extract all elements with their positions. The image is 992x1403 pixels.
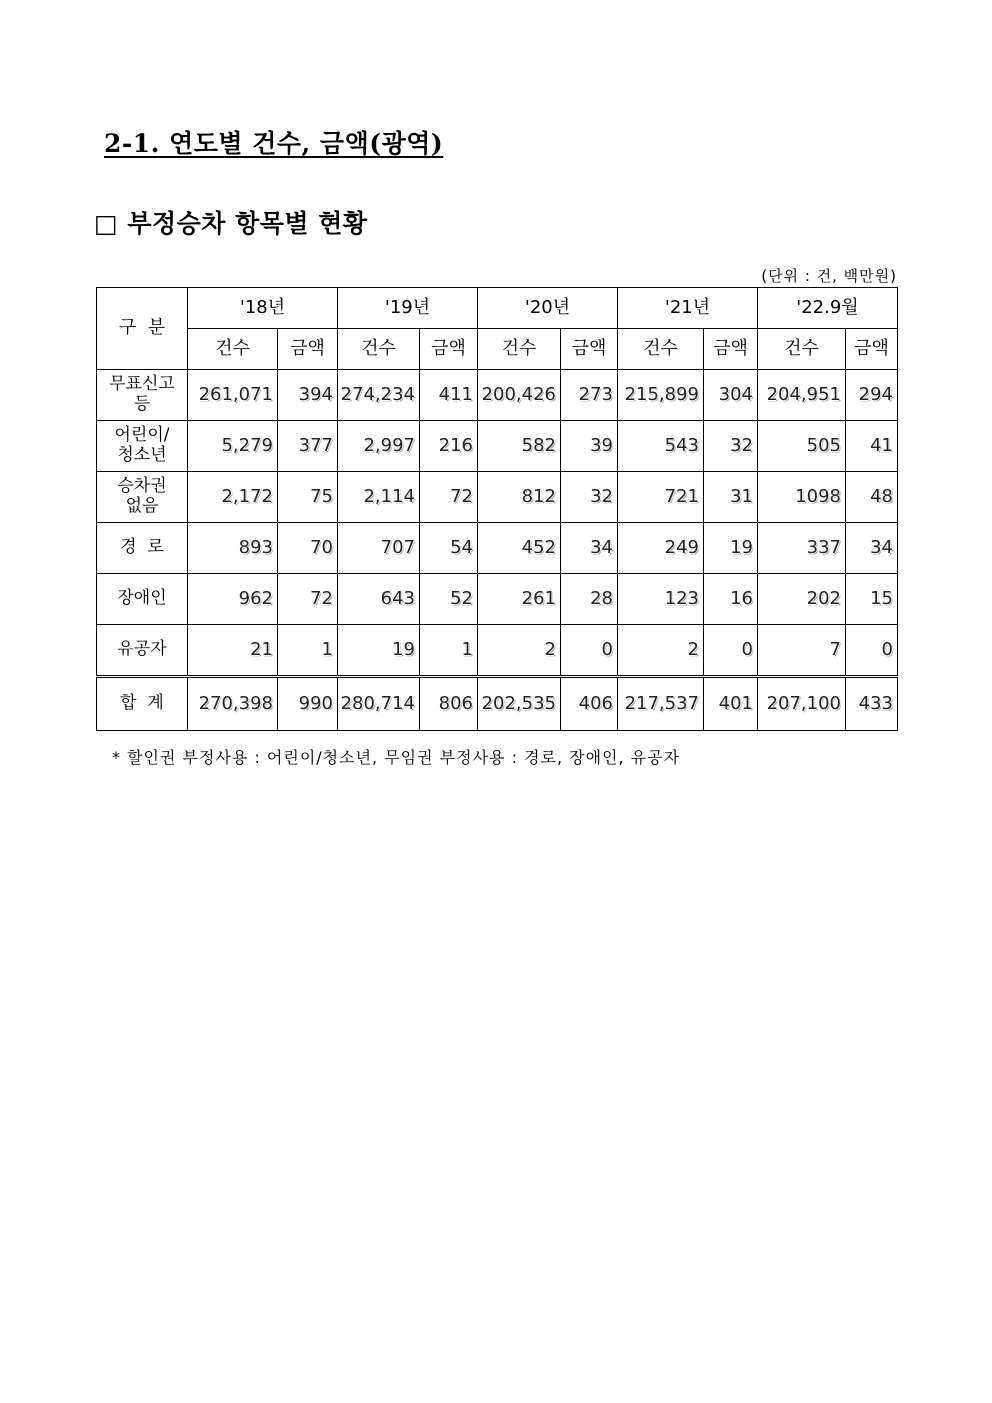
count-cell: 2,172 — [188, 472, 278, 523]
amount-cell: 52 — [420, 574, 478, 625]
amount-cell: 406 — [561, 677, 618, 731]
amount-cell: 28 — [561, 574, 618, 625]
count-cell: 2 — [618, 625, 704, 677]
amount-header: 금액 — [561, 329, 618, 370]
table-row — [97, 625, 898, 677]
amount-cell: 31 — [704, 472, 758, 523]
amount-cell: 19 — [704, 523, 758, 574]
amount-cell: 72 — [278, 574, 338, 625]
count-cell: 215,899 — [618, 370, 704, 421]
count-cell: 217,537 — [618, 677, 704, 731]
count-cell: 893 — [188, 523, 278, 574]
amount-cell: 216 — [420, 421, 478, 472]
amount-cell: 294 — [846, 370, 898, 421]
amount-cell: 39 — [561, 421, 618, 472]
row-label: 유공자 — [97, 625, 188, 677]
count-header: 건수 — [478, 329, 561, 370]
year-header: '21년 — [618, 288, 758, 329]
table-row — [97, 370, 898, 421]
amount-cell: 433 — [846, 677, 898, 731]
count-cell: 505 — [758, 421, 846, 472]
amount-cell: 0 — [561, 625, 618, 677]
amount-cell: 1 — [420, 625, 478, 677]
count-cell: 202,535 — [478, 677, 561, 731]
count-cell: 1098 — [758, 472, 846, 523]
amount-cell: 15 — [846, 574, 898, 625]
amount-cell: 34 — [846, 523, 898, 574]
count-cell: 721 — [618, 472, 704, 523]
count-cell: 21 — [188, 625, 278, 677]
count-cell: 261,071 — [188, 370, 278, 421]
amount-cell: 806 — [420, 677, 478, 731]
amount-cell: 304 — [704, 370, 758, 421]
table-row — [97, 523, 898, 574]
count-cell: 543 — [618, 421, 704, 472]
amount-cell: 0 — [704, 625, 758, 677]
amount-header: 금액 — [278, 329, 338, 370]
amount-cell: 41 — [846, 421, 898, 472]
unit-note: (단위 : 건, 백만원) — [761, 267, 897, 285]
count-header: 건수 — [188, 329, 278, 370]
row-label: 합 계 — [97, 677, 188, 731]
section-title: □ 부정승차 항목별 현황 — [94, 209, 368, 238]
amount-cell: 273 — [561, 370, 618, 421]
count-cell: 261 — [478, 574, 561, 625]
amount-cell: 75 — [278, 472, 338, 523]
year-header: '18년 — [188, 288, 338, 329]
row-label: 장애인 — [97, 574, 188, 625]
count-cell: 19 — [338, 625, 420, 677]
count-header: 건수 — [618, 329, 704, 370]
amount-cell: 990 — [278, 677, 338, 731]
count-cell: 123 — [618, 574, 704, 625]
count-cell: 962 — [188, 574, 278, 625]
amount-cell: 377 — [278, 421, 338, 472]
amount-cell: 48 — [846, 472, 898, 523]
amount-cell: 394 — [278, 370, 338, 421]
count-header: 건수 — [758, 329, 846, 370]
table-row — [97, 574, 898, 625]
amount-cell: 411 — [420, 370, 478, 421]
count-header: 건수 — [338, 329, 420, 370]
amount-cell: 401 — [704, 677, 758, 731]
count-cell: 2,114 — [338, 472, 420, 523]
sub-header-row — [97, 329, 898, 370]
count-cell: 202 — [758, 574, 846, 625]
amount-header: 금액 — [846, 329, 898, 370]
count-cell: 2,997 — [338, 421, 420, 472]
amount-cell: 72 — [420, 472, 478, 523]
row-label: 경 로 — [97, 523, 188, 574]
count-cell: 5,279 — [188, 421, 278, 472]
count-cell: 452 — [478, 523, 561, 574]
total-row — [97, 677, 898, 731]
count-cell: 812 — [478, 472, 561, 523]
table-row — [97, 472, 898, 523]
count-cell: 207,100 — [758, 677, 846, 731]
count-cell: 280,714 — [338, 677, 420, 731]
footnote: * 할인권 부정사용 : 어린이/청소년, 무임권 부정사용 : 경로, 장애인, 유공자 — [112, 748, 681, 767]
count-cell: 270,398 — [188, 677, 278, 731]
count-cell: 204,951 — [758, 370, 846, 421]
year-header: '22.9월 — [758, 288, 898, 329]
amount-cell: 1 — [278, 625, 338, 677]
count-cell: 2 — [478, 625, 561, 677]
amount-cell: 32 — [561, 472, 618, 523]
amount-cell: 0 — [846, 625, 898, 677]
amount-cell: 54 — [420, 523, 478, 574]
year-header: '20년 — [478, 288, 618, 329]
count-cell: 337 — [758, 523, 846, 574]
count-cell: 249 — [618, 523, 704, 574]
count-cell: 200,426 — [478, 370, 561, 421]
fare-evasion-table — [96, 287, 898, 731]
amount-header: 금액 — [704, 329, 758, 370]
count-cell: 643 — [338, 574, 420, 625]
amount-header: 금액 — [420, 329, 478, 370]
count-cell: 582 — [478, 421, 561, 472]
row-label: 승차권 없음 — [97, 472, 188, 523]
page-heading: 2-1. 연도별 건수, 금액(광역) — [104, 129, 444, 158]
count-cell: 707 — [338, 523, 420, 574]
amount-cell: 32 — [704, 421, 758, 472]
year-header: '19년 — [338, 288, 478, 329]
row-header-label: 구 분 — [97, 288, 188, 370]
count-cell: 7 — [758, 625, 846, 677]
count-cell: 274,234 — [338, 370, 420, 421]
year-header-row — [97, 288, 898, 329]
row-label: 어린이/ 청소년 — [97, 421, 188, 472]
table-row — [97, 421, 898, 472]
amount-cell: 34 — [561, 523, 618, 574]
row-label: 무표신고 등 — [97, 370, 188, 421]
amount-cell: 70 — [278, 523, 338, 574]
amount-cell: 16 — [704, 574, 758, 625]
